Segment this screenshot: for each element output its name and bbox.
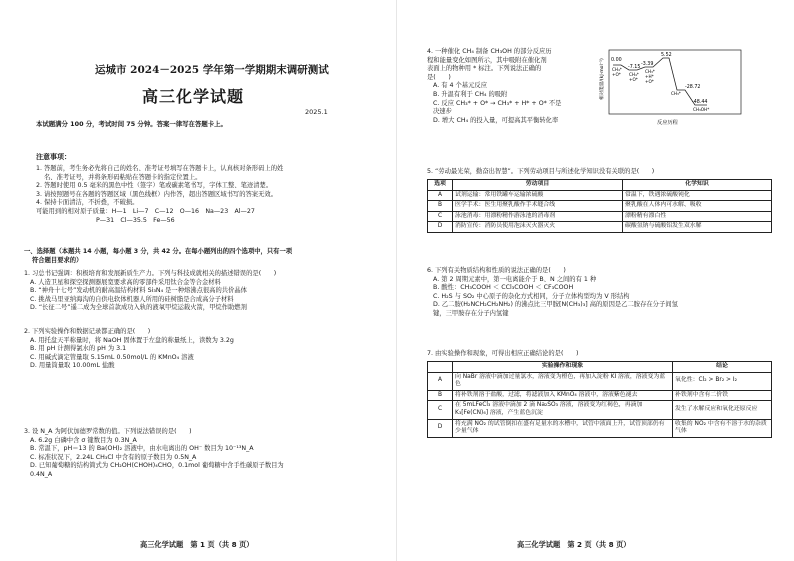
note-line: 1. 答题前，考生务必先将自己的姓名、准考证号填写在答题卡上，认真核对条形码上的姓: [36, 165, 284, 172]
species-label: CH₃*: [671, 91, 681, 96]
section-heading: [24, 248, 374, 265]
table-cell: D: [428, 222, 453, 233]
question-stem: 7. 由实验操作和现象，可得出相应正确结论的是( ): [427, 350, 579, 357]
table-row: [428, 190, 772, 201]
table-cell: C: [428, 401, 453, 419]
x-axis-label: 反应历程: [657, 120, 678, 126]
option-d-cont: 0.4N_A: [30, 470, 53, 478]
table-cell: 聚乳酸在人体内可水解、吸收: [623, 201, 772, 212]
section-heading-line: 符合题目要求的）: [32, 256, 83, 264]
energy-value: -48.44: [692, 100, 708, 105]
table-cell: 医学手术：医生用聚乳酸作手术缝合线: [453, 201, 623, 212]
note-line: 名、准考证号，并将条形码粘贴在答题卡的指定位置上。: [44, 173, 202, 181]
energy-value: -3.39: [641, 62, 654, 67]
note-line: 3. 请按照题号在各题的答题区域（黑色线框）内作答，超出答题区域书写的答案无效。: [36, 190, 277, 198]
option-a: A. 6.2g 白磷中含 σ 键数目为 0.3N_A: [30, 436, 137, 444]
option-d-cont: 键，三甲胺存在分子内氢键: [433, 309, 509, 317]
table-header: 结论: [673, 362, 772, 373]
experiment-table: [427, 361, 772, 438]
question-stem: 程和能量变化如图所示，其中吸附在催化剂: [427, 56, 547, 64]
table-row: [428, 211, 772, 222]
species-label: CH₄*: [612, 67, 622, 72]
exam-tip: 本试题满分 100 分，考试时间 75 分钟。答案一律写在答题卡上。: [36, 120, 227, 128]
notes-list: [36, 165, 366, 225]
exam-date: 2025.1: [305, 108, 328, 116]
y-axis-label: 相对能量/(kJ·mol⁻¹): [600, 58, 605, 100]
option-b: B. 升温有利于 CH₄ 的吸附: [433, 90, 508, 98]
page-footer: 高三化学试题 第 2 页（共 8 页）: [517, 540, 631, 549]
table-header: 化学知识: [623, 180, 772, 191]
option-b: B. 常温下，pH＝13 的 Ba(OH)₂ 溶液中，由水电离出的 OH⁻ 数目为 10⁻¹³N_A: [30, 445, 254, 453]
note-line: P—31 Cl—35.5 Fe—56: [96, 216, 175, 224]
table-row: [428, 390, 772, 401]
table-cell: 在 5mLFeCl₃ 溶液中滴加 2 滴 Na₂SO₃ 溶液，溶液变为红褐色，再滴加 K₃[Fe(CN)₆] 溶液，产生蓝色沉淀: [453, 401, 673, 419]
energy-value: -28.72: [685, 85, 701, 90]
option-b: B. 用 pH 计测得氯水的 pH 为 3.1: [30, 345, 127, 353]
table-cell: C: [428, 211, 453, 222]
option-a: A. 第 2 周期元素中，第一电离能介于 B、N 之间的有 1 种: [433, 275, 597, 283]
option-d: D. “长征二号”遥二成为全球首款成功入轨的液氧甲烷运载火箭，甲烷作助燃剂: [30, 304, 247, 312]
option-d: D. 用量筒量取 10.00mL 盐酸: [30, 362, 115, 370]
option-c: C. 反应 CH₃* + O* → CH₃* + H* + O* 不是: [433, 99, 562, 107]
table-row: [428, 419, 772, 437]
table-header: [428, 362, 453, 373]
table-cell: D: [428, 419, 453, 437]
notes-heading: 注意事项：: [36, 153, 71, 161]
table-header: 选项: [428, 180, 453, 191]
species-label: CH₃*: [645, 69, 655, 74]
question-4: [427, 48, 597, 125]
page-footer: 高三化学试题 第 1 页（共 8 页）: [140, 540, 254, 549]
question-stem: 是( ): [427, 73, 451, 81]
table-cell: B: [428, 201, 453, 212]
option-c-cont: 决速步: [433, 108, 452, 116]
question-stem: 1. 习总书记强调：积极培育和发展新质生产力。下列与科技成就相关的描述错误的是( ): [24, 270, 277, 277]
question-stem: 3. 设 N_A 为阿伏加德罗常数的值。下列说法错误的是( ): [24, 428, 192, 435]
table-cell: 将补铁剂溶于盐酸，过滤，将滤液加入 KMnO₄ 溶液中，溶液紫色褪去: [453, 390, 673, 401]
option-a: A. 有 4 个基元反应: [433, 82, 487, 90]
table-cell: 向 NaBr 溶液中滴加过量氯水，溶液变为橙色，再加入淀粉 KI 溶液，溶液变为蓝色: [453, 372, 673, 390]
option-c: C. H₂S 与 SO₂ 中心原子的杂化方式相同，分子立体构型均为 V 形结构: [433, 292, 630, 300]
energy-diagram-svg: [595, 48, 745, 128]
exam-title: 运城市 2024－2025 学年第一学期期末调研测试: [95, 64, 329, 76]
table-cell: 氧化性：Cl₂ > Br₂ > I₂: [673, 372, 772, 390]
energy-diagram: [595, 48, 745, 128]
table-header-row: [428, 180, 772, 191]
labor-table: [427, 179, 772, 233]
table-cell: 碳酸氢钠与硫酸铝发生双水解: [623, 222, 772, 233]
question-stem: 2. 下列实验操作和数据记录都正确的是( ): [24, 328, 151, 335]
table-cell: 消防宣传：消防员使用泡沫灭火器灭火: [453, 222, 623, 233]
energy-value: -7.15: [628, 65, 641, 70]
note-line: 4. 保持卡面清洁，不折叠，不破损。: [36, 199, 139, 207]
option-d: D. 已知葡萄糖的结构简式为 CH₂OH(CHOH)₄CHO，0.1mol 葡萄糖中含手性碳原子数目为: [30, 462, 284, 470]
table-cell: 收集的 NO₂ 中含有不溶于水的杂质气体: [673, 419, 772, 437]
table-header-row: [428, 362, 772, 373]
table-cell: 将充满 NO₂ 的试管倒扣在盛有足量水的水槽中，试管中液面上升，试管顶部仍有少量气体: [453, 419, 673, 437]
option-a: A. 用托盘天平称量时，将 NaOH 固体置于左盘的称量纸上，读数为 3.2g: [30, 336, 234, 344]
species-label: +H*: [645, 74, 654, 79]
question-stem: 4. 一种催化 CH₄ 制备 CH₃OH 的部分反应历: [427, 48, 552, 55]
question-stem: 表面上的物种用 * 标注。下列说法正确的: [427, 65, 542, 73]
option-d: D. 增大 CH₄ 的投入量，可提高其平衡转化率: [433, 116, 559, 124]
subject-title: 高三化学试题: [142, 87, 245, 106]
table-cell: 漂粉精有漂白性: [623, 211, 772, 222]
question-2: [24, 328, 374, 371]
question-stem: 6. 下列有关物质结构和性质的说法正确的是( ): [427, 267, 566, 274]
species-label: +O*: [645, 79, 654, 84]
table-cell: 补铁剂中含有二价铁: [673, 390, 772, 401]
question-stem: 5. “劳动最光荣，勤奋出智慧”。下列劳动项目与所述化学知识没有关联的是( ): [427, 168, 655, 175]
question-6: [427, 267, 782, 319]
table-row: [428, 401, 772, 419]
note-line: 可能用到的相对原子质量：H—1 Li—7 C—12 O—16 Na—23 Al—27: [36, 207, 255, 215]
energy-value: 5.52: [661, 53, 672, 58]
table-cell: A: [428, 372, 453, 390]
table-row: [428, 372, 772, 390]
species-label: CH₃OH*: [693, 107, 710, 112]
table-header: 实验操作和现象: [453, 362, 673, 373]
question-1: [24, 270, 374, 313]
option-b: B. 酸性：CH₃COOH ＜ CCl₃COOH ＜ CF₃COOH: [433, 284, 574, 292]
option-c: C. 挑战马里亚纳海沟的自供电软体机器人所用的硅树脂是合成高分子材料: [30, 295, 234, 303]
page-right: [397, 0, 794, 561]
table-row: [428, 201, 772, 212]
question-7-stem: [427, 350, 782, 359]
table-cell: A: [428, 190, 453, 201]
question-3: [24, 428, 374, 480]
species-label: CH₄*: [629, 72, 639, 77]
energy-value: 0.00: [611, 58, 622, 63]
table-cell: 常温下，铁遇浓硫酸钝化: [623, 190, 772, 201]
table-cell: 发生了水解反应和氧化还原反应: [673, 401, 772, 419]
option-a: A. 人造卫星和探空探测器展宽要求高的零部件采用钛合金等合金材料: [30, 278, 221, 286]
option-b: B. “神舟十七号”发动机的耐高温结构材料 Si₃N₄ 是一种熔沸点很高的共价晶体: [30, 287, 247, 295]
section-heading-line: 一、选择题（本题共 14 小题，每小题 3 分，共 42 分。在每小题列出的四个选项中，只有一项: [24, 248, 293, 255]
option-c: C. 用碱式滴定管量取 5.15mL 0.50mol/L 的 KMnO₄ 溶液: [30, 353, 194, 361]
species-label: +O*: [629, 77, 638, 82]
table-row: [428, 222, 772, 233]
table-cell: 泳池消毒：用漂粉精作游泳池的消毒剂: [453, 211, 623, 222]
option-d: D. 乙二胺(H₂NCH₂CH₂NH₂) 的沸点比三甲胺[N(CH₃)₃] 高的原因是乙二胺存在分子间氢: [433, 301, 678, 309]
note-line: 2. 答题时使用 0.5 毫米的黑色中性（签字）笔或碳素笔书写，字体工整、笔迹清楚。: [36, 182, 273, 190]
table-header: 劳动项目: [453, 180, 623, 191]
table-cell: 试剂运输：常用铁罐车运输浓硫酸: [453, 190, 623, 201]
species-label: +O*: [612, 72, 621, 77]
question-5-stem: [427, 168, 782, 177]
option-c: C. 标准状况下，2.24L CH₃Cl 中含有的原子数目为 0.5N_A: [30, 453, 197, 461]
table-cell: B: [428, 390, 453, 401]
